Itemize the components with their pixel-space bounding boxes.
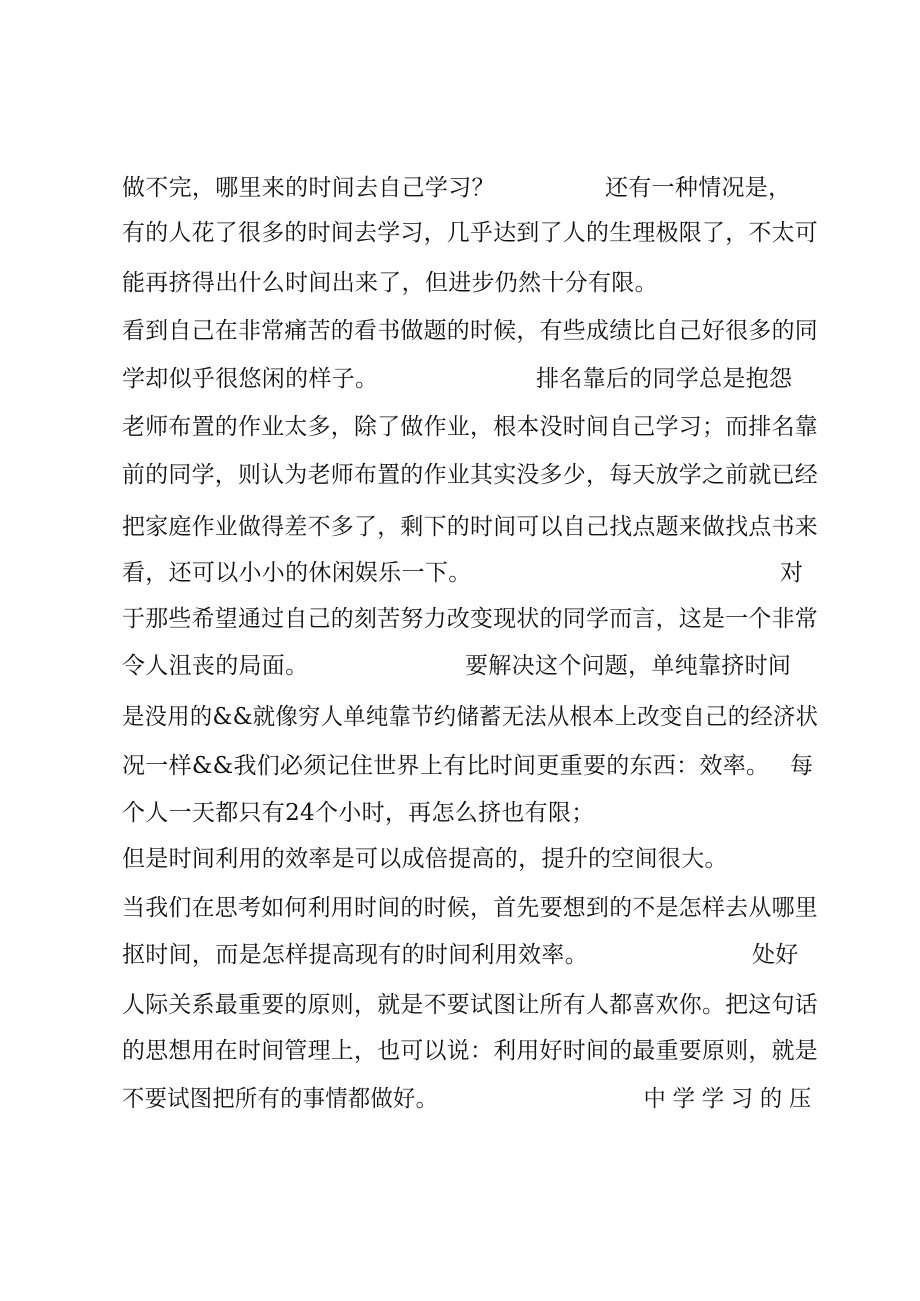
text-segment: 排名靠后的同学总是抱怨 [536,366,793,392]
text-segment: 是没用的&&就像穷人单纯靠节约储蓄无法从根本上改变自己的经济状 [122,704,819,730]
text-segment: 抠时间，而是怎样提高现有的时间利用效率。 [122,942,588,968]
text-segment: 还有一种情况是， [605,175,792,201]
text-segment: 能再挤得出什么时间出来了，但进步仍然十分有限。 [122,270,658,296]
text-segment: 老师布置的作业太多，除了做作业，根本没时间自己学习；而排名靠 [122,414,818,440]
text-segment: 况一样&&我们必须记住世界上有比时间更重要的东西：效率。 [122,753,770,779]
text-segment: 看，还可以小小的休闲娱乐一下。 [122,560,472,586]
text-segment: 看到自己在非常痛苦的看书做题的时候，有些成绩比自己好很多的同 [122,318,818,344]
text-segment: 令人沮丧的局面。 [122,653,309,679]
text-segment: 人际关系最重要的原则，就是不要试图让所有人都喜欢你。把这句话 [122,992,818,1018]
text-segment: 有的人花了很多的时间去学习，几乎达到了人的生理极限了，不太可 [122,220,818,246]
text-segment: 的思想用在时间管理上，也可以说：利用好时间的最重要原则，就是 [122,1038,818,1064]
text-segment: 要解决这个问题，单纯靠挤时间 [465,653,792,679]
text-segment: 个人一天都只有24个小时，再怎么挤也有限； [122,800,595,826]
text-segment: 中学学习的压 [643,1086,819,1112]
text-segment: 处好 [752,942,799,968]
text-segment: 于那些希望通过自己的刻苦努力改变现状的同学而言，这是一个非常 [122,606,818,632]
text-segment: 不要试图把所有的事情都做好。 [122,1086,439,1112]
text-segment: 学却似乎很悠闲的样子。 [122,366,379,392]
text-segment: 前的同学，则认为老师布置的作业其实没多少，每天放学之前就已经 [122,462,818,488]
text-segment: 把家庭作业做得差不多了，剩下的时间可以自己找点题来做找点书来 [122,514,818,540]
text-segment: 当我们在思考如何利用时间的时候，首先要想到的不是怎样去从哪里 [122,895,818,921]
text-segment: 做不完，哪里来的时间去自己学习？ [122,175,495,201]
text-segment: 但是时间利用的效率是可以成倍提高的，提升的空间很大。 [122,846,728,872]
text-segment: 对 [780,560,804,586]
text-segment: 每 [790,753,814,779]
